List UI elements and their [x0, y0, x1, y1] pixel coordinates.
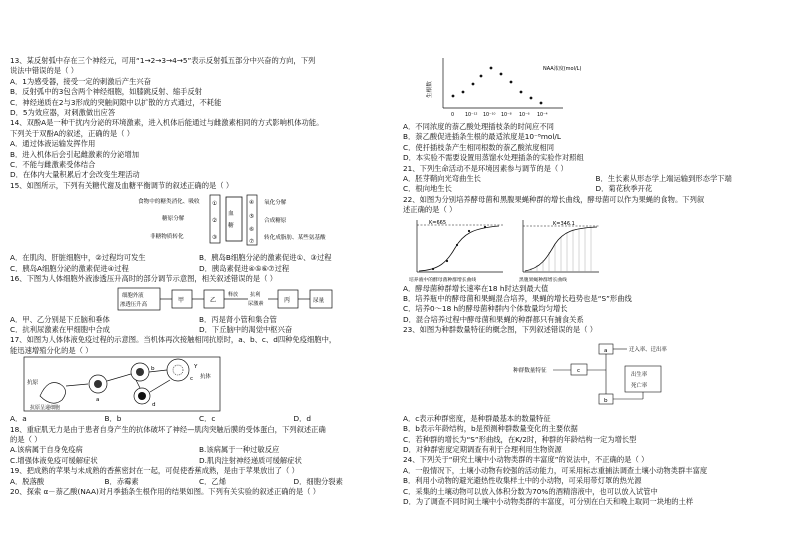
q19-option-c: C．乙烯 [199, 476, 226, 486]
q17-apc-cell [40, 383, 66, 404]
q17-label-c: c [190, 376, 194, 383]
q17-arrow-d-c [150, 380, 170, 392]
right-column [403, 0, 788, 507]
q23-option-a: A．c表示种群密度，是种群最基本的数量特征 [403, 413, 551, 423]
q20-option-b: B．萘乙酸促进插条生根的最适浓度是10⁻⁸mol/L [403, 132, 561, 142]
q18-stem-line1: 18、重症肌无力是由于患者自身产生的抗体破坏了神经—肌肉突触后膜的受体蛋白，下列叙述正确 [10, 424, 326, 434]
q17-arrow-apc-a [66, 384, 88, 386]
q22-fig2-bars [531, 227, 591, 272]
q15-options-row1 [10, 253, 388, 263]
question-23 [403, 325, 788, 455]
q21-options-row2 [403, 184, 788, 194]
q22-stem-line2: 述正确的是（ ） [403, 205, 457, 215]
q20-xtick-4: 10⁻⁶ [519, 113, 530, 118]
q15-options-row2 [10, 264, 388, 274]
q22-option-a: A．酵母菌种群增长速率在18 h时达到最大值 [403, 283, 549, 293]
q16-stem: 16、下图为人体细胞外液渗透压升高时的部分调节示意图，相关叙述错误的是（ ） [10, 274, 277, 284]
q20-chart-xlabel: NAA浓度(mol/L) [543, 66, 582, 72]
q22-stem-line1: 22、如图为分别培养酵母菌和黑腹果蝇种群的增长曲线，酵母菌可以作为果蝇的食物。下列叙 [403, 194, 705, 204]
q23-label-death: 死亡率 [631, 382, 648, 389]
q16-box-osmotic-line2: 渗透压升高 [120, 301, 147, 308]
q17-option-d: D．d [293, 414, 312, 424]
q13-option-c: C．神经递质在2与3形成的突触间隙中以扩散的方式通过，不耗能 [10, 97, 222, 107]
q22-fig1-point-1 [432, 268, 434, 270]
q15-source-glycogen: 糖原分解 [162, 216, 185, 223]
q15-glucose-box [226, 197, 242, 241]
q17-arrow-a-b [107, 374, 131, 381]
q17-cell-c [167, 359, 189, 381]
q22-fig1-point-4 [468, 230, 470, 232]
question-21 [403, 164, 788, 195]
q15-fate-oxidation: 氧化分解 [264, 200, 287, 207]
q15-option-b: B．胰岛B细胞分泌的激素促进①、③过程 [199, 253, 332, 263]
q15-stem: 15、如图所示，下列有关糖代谢及血糖平衡调节的叙述正确的是（ ） [10, 180, 234, 190]
q20-point-10 [540, 102, 543, 105]
q16-box-osmotic-line1: 细胞外液 [122, 292, 144, 299]
q22-fig1-curve [419, 226, 499, 271]
q14-stem-line2: 下列关于双酚A的叙述，正确的是（ ） [10, 128, 135, 138]
q17-stem-line2: 能迅速增殖分化的是（ ） [10, 345, 93, 355]
q15-step-2: ② [212, 218, 218, 225]
q20-stem: 20、探索 α－萘乙酸(NAA)对月季插条生根作用的结果如图。下列有关实验的叙述正确的是（ ） [10, 486, 321, 496]
q19-stem: 19、把成熟的苹果与未成熟的香蕉密封在一起，可促使香蕉成熟，是由于苹果放出了（ ） [10, 466, 299, 476]
q15-step-7: ⑦ [249, 239, 255, 246]
q20-option-c: C．使扦插枝条产生相同根数的萘乙酸浓度相同 [403, 142, 555, 152]
q21-options-row1 [403, 174, 788, 184]
q16-label-urine: 尿量 [313, 297, 325, 304]
q20-point-3 [472, 83, 475, 86]
question-15 [10, 181, 388, 274]
q20-xtick-0: 0 [451, 113, 455, 118]
q17-option-b: B．b [104, 414, 122, 424]
q22-fig1-point-3 [456, 244, 458, 246]
q17-option-a: A．a [10, 414, 27, 424]
q15-diagram-svg [10, 191, 388, 253]
q22-fig2-caption: 黑腹果蝇种群增长曲线 [519, 277, 567, 283]
q22-option-b: B．培养瓶中的酵母菌和果蝇混合培养，果蝇的增长趋势也是“S”形曲线 [403, 294, 632, 304]
q19-options [10, 477, 388, 487]
q18-option-a: A.该病属于自身免疫病 [10, 445, 83, 455]
q17-options [10, 414, 388, 424]
q22-option-c: C．培养0～18 h的酵母菌种群内个体数量均匀增长 [403, 304, 568, 314]
q17-cell-c-nucleus [173, 365, 183, 375]
q20-point-1 [452, 95, 455, 98]
q18-options-row1 [10, 445, 388, 455]
q16-osmotic-diagram [10, 285, 388, 315]
q23-label-c: c [577, 367, 581, 374]
q13-option-b: B．反射弧中的3包含两个神经细胞，如膝跳反射、缩手反射 [10, 87, 203, 97]
q15-glucose-char1: 血 [228, 211, 234, 218]
question-24 [403, 455, 788, 507]
q16-label-release: 释放 [228, 291, 239, 298]
q13-option-a: A．1为感受器，接受一定的刺激后产生兴奋 [10, 76, 151, 86]
q20-point-7 [510, 81, 513, 84]
q22-fig1-k-label: K=665 [429, 219, 447, 226]
q21-stem: 21、下列生命活动不是环境因素参与调节的是（ ） [403, 163, 568, 173]
q16-label-jia: 甲 [178, 296, 185, 304]
q16-options-row2 [10, 325, 388, 335]
q17-immune-diagram [10, 356, 388, 414]
q24-option-a: A．一般情况下，土壤小动物有较强的活动能力，可采用标志重捕法调查土壤小动物类群丰富度 [403, 465, 708, 475]
q20-point-9 [530, 97, 533, 100]
q22-figures-svg [403, 216, 788, 284]
q23-option-d: D．对种群密度定期调查有利于合理利用生物资源 [403, 444, 562, 454]
q22-growth-figures [403, 216, 788, 284]
question-14 [10, 118, 388, 180]
q23-option-b: B．b表示年龄结构，b是预测种群数量变化的主要依据 [403, 424, 578, 434]
q16-label-yi: 乙 [210, 296, 217, 304]
q15-step-3: ③ [212, 235, 218, 242]
question-13 [10, 56, 388, 118]
q21-option-c: C．根向地生长 [403, 184, 452, 194]
q15-step-5: ⑤ [249, 214, 255, 221]
q20-chart-svg [403, 0, 788, 122]
q15-option-d: D．胰岛素促进④⑤⑥⑦过程 [199, 263, 290, 273]
q19-option-a: A．脱落酸 [10, 476, 45, 486]
q16-diagram-svg [10, 285, 388, 315]
q20-xtick-2: 10⁻¹⁰ [483, 113, 496, 118]
q17-label-y: Y [194, 364, 198, 371]
q14-stem-line1: 14、双酚A是一种干扰内分泌的环境激素，进入机体后能通过与雌激素相同的方式影响机体功能。 [10, 118, 324, 128]
q15-option-a: A．在肌肉、肝脏细胞中，②过程均可发生 [10, 253, 146, 263]
q18-options-row2 [10, 456, 388, 466]
question-17 [10, 335, 388, 424]
q15-glucose-char2: 糖 [228, 223, 234, 230]
question-22 [403, 195, 788, 325]
q23-label-birth: 出生率 [631, 371, 648, 378]
q13-stem-line1: 13、某反射弧中存在三个神经元，可用“1→2→3→4→5”表示反射弧五部分中兴奋的方向，下列 [10, 56, 316, 65]
q20-xtick-5: 10⁻⁴ [537, 113, 548, 118]
q17-cell-d-nucleus [138, 392, 146, 400]
q18-option-c: C.增强体液免疫可缓解症状 [10, 455, 98, 465]
q23-concept-map [403, 336, 788, 414]
q14-option-c: C．不能与雌激素受体结合 [10, 160, 96, 170]
q17-cell-b-nucleus [136, 368, 144, 376]
q20-point-6 [500, 73, 503, 76]
q16-options-row1 [10, 315, 388, 325]
q15-source-nonsugar: 非糖物质转化 [150, 234, 184, 241]
q16-label-adh-line1: 抗利 [250, 291, 261, 298]
question-19 [10, 466, 388, 487]
q22-fig2-k-label: K=346.1 [553, 220, 575, 227]
q21-option-a: A．胚芽鞘向光弯曲生长 [403, 174, 481, 184]
q20-option-d: D．本实验不需要设置用蒸馏水处理插条的实验作对照组 [403, 153, 584, 163]
q23-stem: 23、如图为种群数量特征的概念图，下列叙述错误的是（ ） [403, 325, 598, 335]
q20-option-a: A．不同浓度的萘乙酸处理插枝条的时间应不同 [403, 122, 554, 131]
q15-glucose-diagram [10, 191, 388, 253]
q23-label-a: a [604, 347, 608, 354]
q21-option-b: B．生长素从形态学上端运输到形态学下端 [595, 174, 732, 184]
q15-step-1: ① [212, 201, 218, 208]
question-20-options [403, 122, 788, 164]
q19-option-d: D．细胞分裂素 [293, 476, 343, 486]
q24-option-c: C．采集的土壤动物可以放入体积分数为70%的酒精溶液中，也可以放入试管中 [403, 486, 658, 496]
q16-option-d: D．下丘脑中的渴觉中枢兴奋 [199, 324, 293, 334]
q17-label-a: a [96, 397, 100, 404]
q18-stem-line2: 的是（ ） [10, 434, 42, 444]
q22-option-d: D．混合培养过程中酵母菌和果蝇的种群都只有捕食关系 [403, 314, 584, 324]
question-18 [10, 425, 388, 467]
q24-option-d: D．为了调查不同时间土壤中小动物类群的丰富度，可分别在白天和晚上取同一块地的土样 [403, 496, 694, 506]
q20-chart-ylabel: 生根数 [427, 81, 433, 98]
q15-fate-fat: 转化成脂肪、某些氨基酸 [264, 235, 326, 242]
q20-point-4 [480, 75, 483, 78]
q17-label-d: d [152, 402, 156, 409]
q15-step-6: ⑥ [249, 227, 255, 234]
q19-option-b: B．赤霉素 [104, 476, 139, 486]
q22-fig1-point-2 [446, 260, 448, 262]
q17-option-c: C．c [199, 414, 216, 424]
q20-chart-xticks [451, 112, 548, 118]
q17-label-apc: 抗原呈递细胞 [30, 405, 61, 412]
q23-center-label: 种群数量特征 [513, 367, 547, 374]
q13-option-d: D．5为效应器，对刺激做出应答 [10, 108, 116, 118]
q20-point-2 [462, 91, 465, 94]
q20-naa-chart [403, 0, 788, 122]
q23-map-svg [403, 336, 788, 414]
q14-option-b: B．进入机体后会引起雌激素的分泌增加 [10, 149, 140, 159]
q23-label-migration: 迁入率、迁出率 [629, 346, 667, 353]
q14-option-d: D．在体内大量积累后才会改变生理活动 [10, 170, 140, 180]
q16-option-a: A．甲、乙分别是下丘脑和垂体 [10, 314, 110, 324]
left-column [10, 0, 388, 497]
q14-option-a: A．通过体液运输发挥作用 [10, 139, 96, 149]
q17-label-antibody: 抗体 [200, 374, 211, 381]
q17-label-b: b [151, 366, 155, 373]
q21-option-d: D．菊花秋季开花 [595, 184, 653, 194]
q16-label-adh-line2: 尿激素 [248, 300, 264, 307]
q22-fig1-caption: 培养液中的酵母菌种群增长曲线 [409, 277, 477, 283]
q15-source-food: 食物中的糖类消化、吸收 [138, 199, 200, 206]
q20-xtick-1: 10⁻¹² [465, 113, 478, 118]
q16-option-b: B．丙是肾小管和集合管 [199, 314, 277, 324]
q20-point-8 [520, 91, 523, 94]
q20-xtick-3: 10⁻⁸ [501, 113, 512, 118]
q15-fate-glycogen: 合成糖原 [264, 218, 287, 225]
q13-stem-line2: 说法中错误的是（ ） [10, 66, 78, 76]
q17-cell-a-nucleus [94, 380, 102, 388]
q23-option-c: C．若种群的增长为“S”形曲线，在K/2时，种群的年龄结构一定为增长型 [403, 434, 637, 444]
q17-diagram-svg [10, 356, 388, 414]
q24-stem: 24、下列关于“研究土壤中小动物类群的丰富度”的说法中，不正确的是（ ） [403, 455, 649, 465]
q17-label-antigen: 抗原 [27, 380, 39, 387]
q18-option-b: B.该病属于一种过敏反应 [199, 445, 280, 455]
q20-point-5 [490, 67, 493, 70]
q15-option-c: C．胰岛A细胞分泌的激素促进④过程 [10, 263, 129, 273]
q23-label-b: b [604, 397, 608, 404]
q18-option-d: D.肌肉注射神经递质可缓解症状 [199, 455, 302, 465]
q16-label-bing: 丙 [284, 296, 291, 304]
q17-stem-line1: 17、如图为人体体液免疫过程的示意图。当机体再次接触相同抗原时，a、b、c、d四种免疫细胞中， [10, 335, 337, 345]
question-16 [10, 274, 388, 335]
q16-option-c: C．抗利尿激素在甲细胞中合成 [10, 324, 110, 334]
q24-option-b: B．利用小动物的避光避热性收集样土中的小动物，可采用带灯罩的热光源 [403, 476, 642, 486]
q22-fig1-point-5 [484, 226, 486, 228]
q15-step-4: ④ [249, 200, 255, 207]
